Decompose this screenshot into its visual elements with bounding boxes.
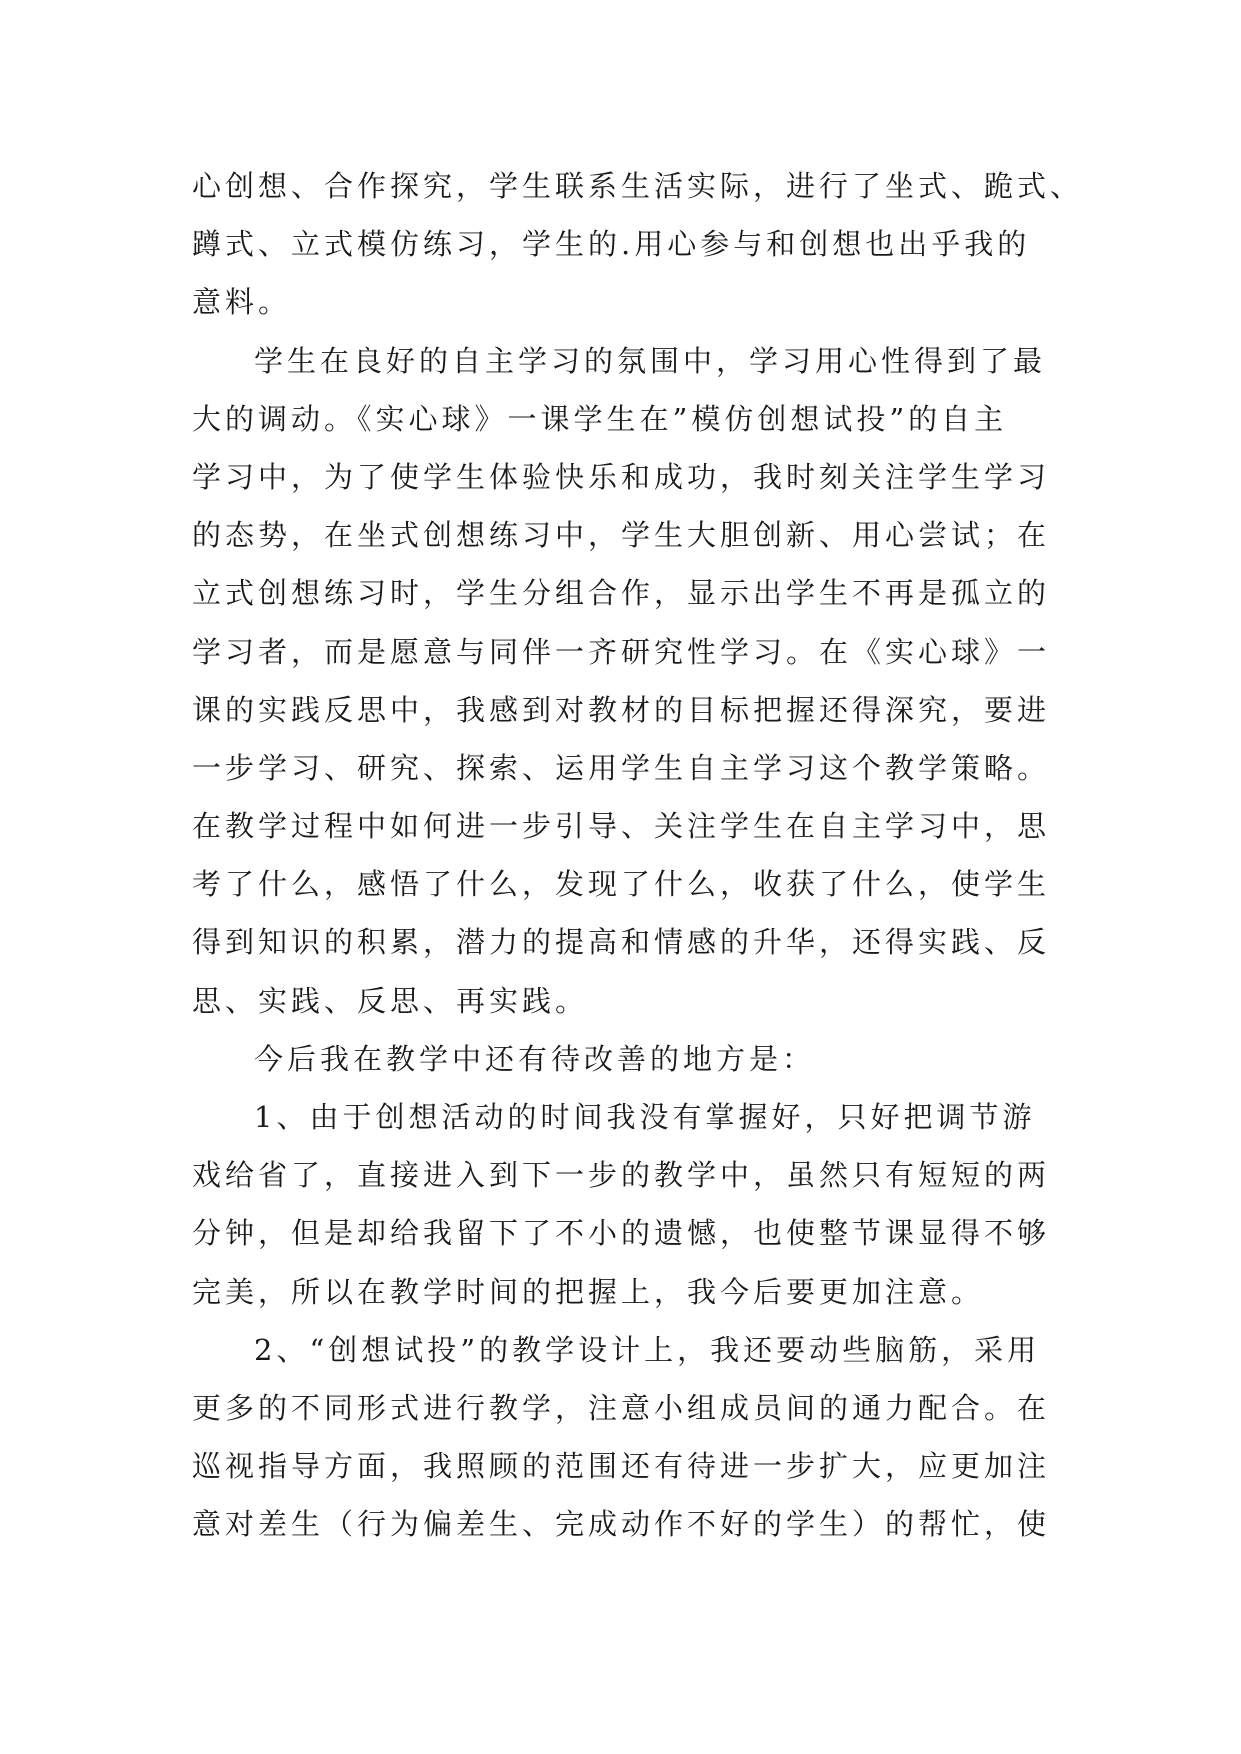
paragraph-start-line: 学生在良好的自主学习的氛围中，学习用心性得到了最 xyxy=(254,343,1047,378)
text-line: 大的调动。《实心球》一课学生在”模仿创想试投”的自主 xyxy=(192,401,1008,436)
text-line: 戏给省了，直接进入到下一步的教学中，虽然只有短短的两 xyxy=(192,1158,1051,1193)
text-line: 在教学过程中如何进一步引导、关注学生在自主学习中，思 xyxy=(192,809,1051,844)
text-line: 思、实践、反思、再实践。 xyxy=(192,983,589,1018)
body-text xyxy=(192,157,1084,1554)
text-line: 的态势，在坐式创想练习中，学生大胆创新、用心尝试；在 xyxy=(192,518,1051,553)
text-line: 学习者，而是愿意与同伴一齐研究性学习。在《实心球》一 xyxy=(192,634,1051,669)
text-line: 巡视指导方面，我照顾的范围还有待进一步扩大，应更加注 xyxy=(192,1449,1051,1484)
text-line: 分钟，但是却给我留下了不小的遗憾，也使整节课显得不够 xyxy=(192,1216,1051,1251)
paragraph-start-line: 今后我在教学中还有待改善的地方是： xyxy=(254,1041,816,1076)
text-line: 学习中，为了使学生体验快乐和成功，我时刻关注学生学习 xyxy=(192,459,1051,494)
text-line: 意对差生（行为偏差生、完成动作不好的学生）的帮忙，使 xyxy=(192,1507,1051,1542)
text-line: 蹲式、立式模仿练习，学生的.用心参与和创想也出乎我的 xyxy=(192,227,1031,262)
text-line: 完美，所以在教学时间的把握上，我今后要更加注意。 xyxy=(192,1274,985,1309)
list-item-2-start: 2、“创想试投”的教学设计上，我还要动些脑筋，采用 xyxy=(254,1332,1041,1367)
list-item-1-start: 1、由于创想活动的时间我没有掌握好，只好把调节游 xyxy=(254,1100,1036,1134)
text-line: 心创想、合作探究，学生联系生活实际，进行了坐式、跪式、 xyxy=(192,169,1084,203)
text-line: 得到知识的积累，潜力的提高和情感的升华，还得实践、反 xyxy=(192,925,1051,960)
text-line: 意料。 xyxy=(192,285,292,320)
text-line: 更多的不同形式进行教学，注意小组成员间的通力配合。在 xyxy=(192,1390,1051,1425)
text-line: 一步学习、研究、探索、运用学生自主学习这个教学策略。 xyxy=(192,750,1051,785)
text-line: 考了什么，感悟了什么，发现了什么，收获了什么，使学生 xyxy=(192,867,1051,902)
text-line: 课的实践反思中，我感到对教材的目标把握还得深究，要进 xyxy=(192,692,1051,727)
text-line: 立式创想练习时，学生分组合作，显示出学生不再是孤立的 xyxy=(192,576,1051,611)
